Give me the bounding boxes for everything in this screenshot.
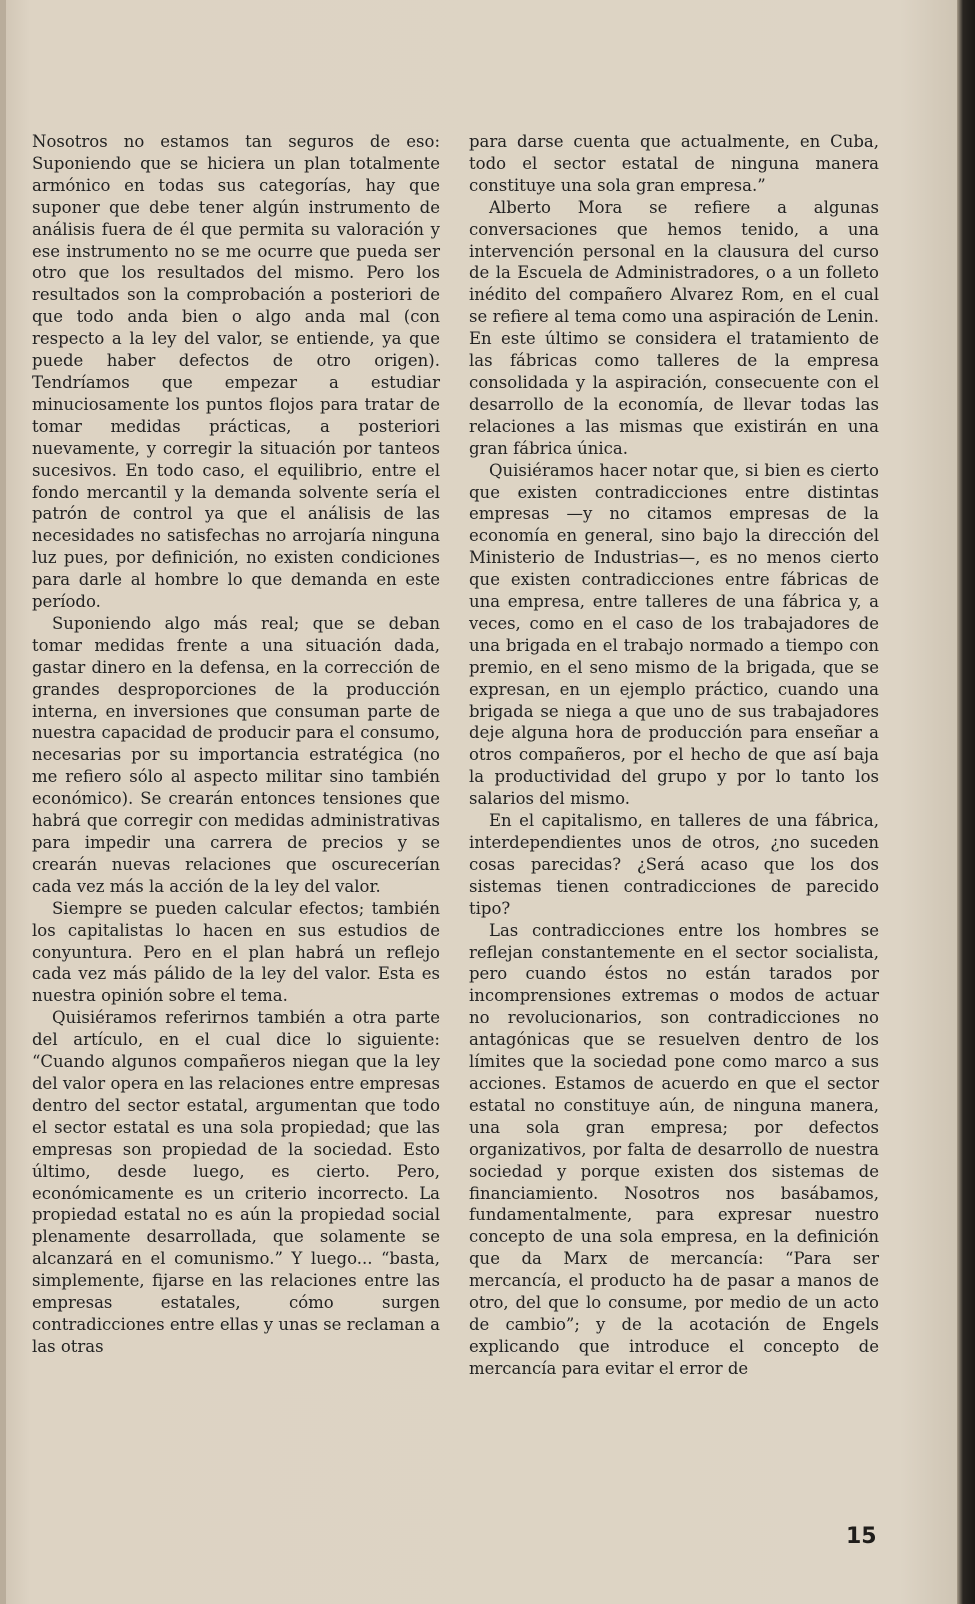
page-left-edge	[0, 0, 6, 1604]
paragraph: Las contradicciones entre los hombres se reflejan constantemente en el sector socialista, pero cuando éstos no están tarados por incomprensiones extremas o modos de actuar no revolucionarios, son contradicciones no antagónicas que se resuelven dentro de los límites que la sociedad pone como marco a sus acciones. Estamos de acuerdo en que el sector estatal no constituye aún, de ninguna manera, una sola gran empresa; por defectos organizativos, por falta de desarrollo de nuestra sociedad y porque existen dos sistemas de financiamiento. Nosotros nos basábamos, fundamentalmente, para expresar nuestro concepto de una sola empresa, en la definición que da Marx de mercancía: “Para ser mercancía, el producto ha de pasar a manos de otro, del que lo consume, por medio de un acto de cambio”; y de la acotación de Engels explicando que introduce el concepto de mercancía para evitar el error de	[469, 920, 879, 1378]
paragraph: Nosotros no estamos tan seguros de eso: Suponiendo que se hiciera un plan totalmente armónico en todas sus categorías, hay que suponer que debe tener algún instrumento de análisis fuera de él que permita su valoración y ese instrumento no se me ocurre que pueda ser otro que los resultados del mismo. Pero los resultados son la comprobación a posteriori de que todo anda bien o algo anda mal (con respecto a la ley del valor, se entiende, ya que puede haber defectos de otro origen). Tendríamos que empezar a estudiar minuciosamente los puntos flojos para tratar de tomar medidas prácticas, a posteriori nuevamente, y corregir la situación por tanteos sucesivos. En todo caso, el equilibrio, entre el fondo mercantil y la demanda solvente sería el patrón de control ya que el análisis de las necesidades no satisfechas no arrojaría ninguna luz pues, por definición, no existen condiciones para darle al hombre lo que demanda en este período.	[32, 132, 440, 612]
right-column	[469, 131, 879, 1380]
paragraph: para darse cuenta que actualmente, en Cuba, todo el sector estatal de ninguna manera constituye una sola gran empresa.”	[469, 132, 879, 195]
paragraph: Siempre se pueden calcular efectos; también los capitalistas lo hacen en sus estudios de conyuntura. Pero en el plan habrá un reflejo cada vez más pálido de la ley del valor. Esta es nuestra opinión sobre el tema.	[32, 898, 440, 1006]
page-binding-shadow	[957, 0, 975, 1604]
left-column	[32, 131, 440, 1358]
paragraph: Quisiéramos hacer notar que, si bien es cierto que existen contradicciones entre distintas empresas —y no citamos empresas de la economía en general, sino bajo la dirección del Ministerio de Industrias—, es no menos cierto que existen contradicciones entre fábricas de una empresa, entre talleres de una fábrica y, a veces, como en el caso de los trabajadores de una brigada en el trabajo normado a tiempo con premio, en el seno mismo de la brigada, que se expresan, en un ejemplo práctico, cuando una brigada se niega a que uno de sus trabajadores deje alguna hora de producción para enseñar a otros compañeros, por el hecho de que así baja la productividad del grupo y por lo tanto los salarios del mismo.	[469, 460, 879, 809]
paragraph: Alberto Mora se refiere a algunas conversaciones que hemos tenido, a una intervención personal en la clausura del curso de la Escuela de Administradores, o a un folleto inédito del compañero Alvarez Rom, en el cual se refiere al tema como una aspiración de Lenin. En este último se considera el tratamiento de las fábricas como talleres de la empresa consolidada y la aspiración, consecuente con el desarrollo de la economía, de llevar todas las relaciones a las mismas que existirán en una gran fábrica única.	[469, 197, 879, 458]
paragraph: En el capitalismo, en talleres de una fábrica, interdependientes unos de otros, ¿no suceden cosas parecidas? ¿Será acaso que los dos sistemas tienen contradicciones de parecido tipo?	[469, 811, 879, 918]
paragraph: Suponiendo algo más real; que se deban tomar medidas frente a una situación dada, gastar dinero en la defensa, en la corrección de grandes desproporciones de la producción interna, en inversiones que consuman parte de nuestra capacidad de producir para el consumo, necesarias por su importancia estratégica (no me refiero sólo al aspecto militar sino también económico). Se crearán entonces tensiones que habrá que corregir con medidas administrativas para impedir una carrera de precios y se crearán nuevas relaciones que oscurecerían cada vez más la acción de la ley del valor.	[32, 613, 440, 896]
paragraph: Quisiéramos referirnos también a otra parte del artículo, en el cual dice lo siguiente: “Cuando algunos compañeros niegan que la ley del valor opera en las relaciones entre empresas dentro del sector estatal, argumentan que todo el sector estatal es una sola propiedad; que las empresas son propiedad de la sociedad. Esto último, desde luego, es cierto. Pero, económicamente es un criterio incorrecto. La propiedad estatal no es aún la propiedad social plenamente desarrollada, que solamente se alcanzará en el comunismo.” Y luego... “basta, simplemente, fijarse en las relaciones entre las empresas estatales, cómo surgen contradicciones entre ellas y unas se reclaman a las otras	[32, 1008, 440, 1356]
page-number: 15	[846, 1524, 877, 1549]
